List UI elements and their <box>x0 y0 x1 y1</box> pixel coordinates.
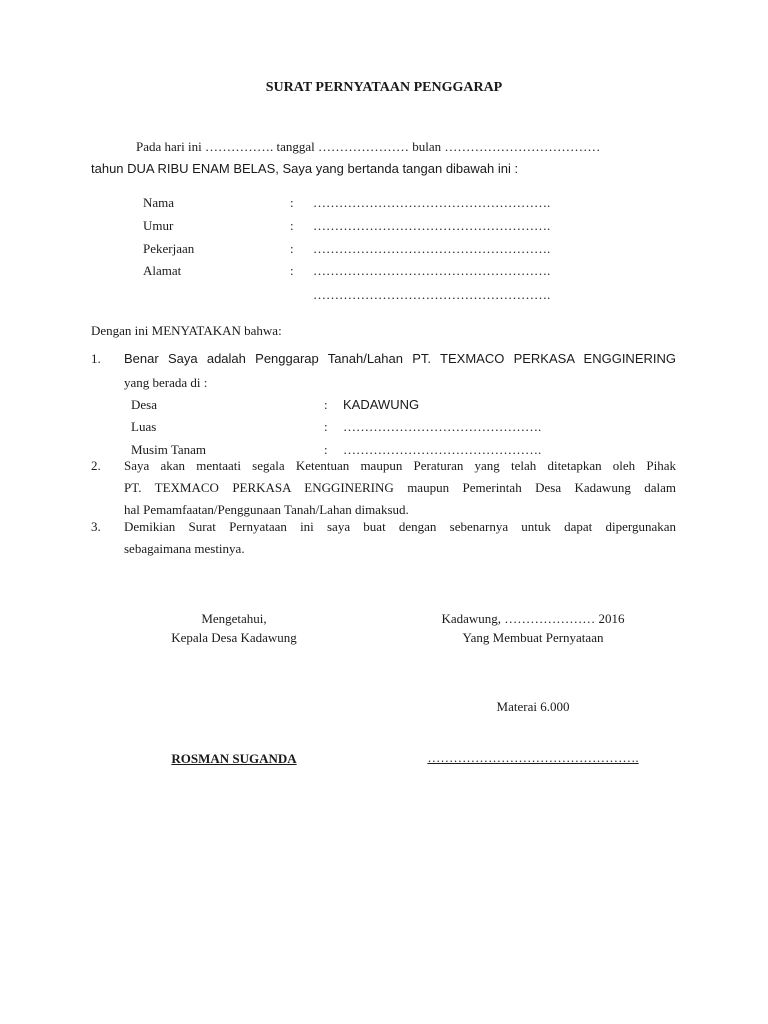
detail-label-luas: Luas <box>131 419 157 434</box>
detail-value-desa: KADAWUNG <box>343 397 420 412</box>
document-title: SURAT PERNYATAAN PENGGARAP <box>265 80 503 95</box>
signature-right-line-1: Kadawung, ………………… 2016 <box>441 611 625 626</box>
item1-line-2: yang berada di : <box>124 375 208 390</box>
signature-right-name-blank: …………………………………………. <box>427 750 639 765</box>
detail-colon: : <box>324 442 328 457</box>
identity-value-umur: ………………………………………………. <box>313 218 551 233</box>
identity-colon: : <box>290 218 294 233</box>
detail-colon: : <box>324 419 328 434</box>
item3-line-1: Demikian Surat Pernyataan ini saya buat dengan sebenarnya untuk dapat dipergunakan <box>124 519 676 534</box>
detail-label-desa: Desa <box>131 397 157 412</box>
identity-value-alamat-extra: ………………………………………………. <box>313 287 551 302</box>
item2-line-3: hal Pemamfaatan/Penggunaan Tanah/Lahan dimaksud. <box>124 502 409 517</box>
item3-line-2: sebagaimana mestinya. <box>124 541 245 556</box>
identity-colon: : <box>290 241 294 256</box>
signature-left-name: ROSMAN SUGANDA <box>171 751 297 766</box>
item1-line-1: Benar Saya adalah Penggarap Tanah/Lahan PT. TEXMACO PERKASA ENGGINERING <box>124 351 676 366</box>
item-number: 2. <box>91 458 101 473</box>
detail-label-musim-tanam: Musim Tanam <box>131 442 207 457</box>
item-number: 3. <box>91 519 101 534</box>
statement-intro: Dengan ini MENYATAKAN bahwa: <box>91 323 282 338</box>
signature-right-line-2: Yang Membuat Pernyataan <box>462 630 604 645</box>
detail-colon: : <box>324 397 328 412</box>
signature-left-line-1: Mengetahui, <box>201 611 267 626</box>
identity-label-nama: Nama <box>143 195 175 210</box>
identity-colon: : <box>290 263 294 278</box>
item2-line-1: Saya akan mentaati segala Ketentuan maupun Peraturan yang telah ditetapkan oleh Pihak <box>124 458 676 473</box>
signature-left-line-2: Kepala Desa Kadawung <box>171 630 297 645</box>
detail-value-musim-tanam: ………………………………………. <box>343 442 542 457</box>
intro-line-1: Pada hari ini ……………. tanggal ………………… bulan ……………………………… <box>136 139 601 154</box>
detail-value-luas: ………………………………………. <box>343 419 542 434</box>
identity-value-pekerjaan: ………………………………………………. <box>313 241 551 256</box>
item-number: 1. <box>91 351 101 366</box>
identity-label-alamat: Alamat <box>143 263 182 278</box>
intro-line-2: tahun DUA RIBU ENAM BELAS, Saya yang bertanda tangan dibawah ini : <box>91 161 519 176</box>
materai-stamp-label: Materai 6.000 <box>496 699 570 714</box>
identity-value-nama: ………………………………………………. <box>313 195 551 210</box>
identity-label-umur: Umur <box>143 218 174 233</box>
identity-label-pekerjaan: Pekerjaan <box>143 241 195 256</box>
identity-value-alamat: ………………………………………………. <box>313 263 551 278</box>
identity-colon: : <box>290 195 294 210</box>
item2-line-2: PT. TEXMACO PERKASA ENGGINERING maupun Pemerintah Desa Kadawung dalam <box>124 480 676 495</box>
